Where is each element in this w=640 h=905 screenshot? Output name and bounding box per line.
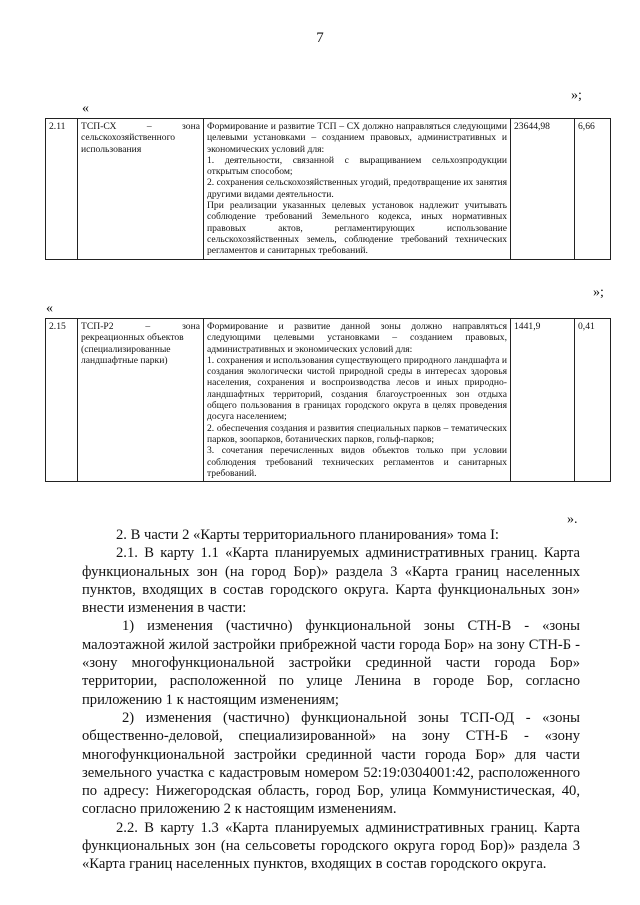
zone-name-cell [78, 319, 204, 482]
zone-name-cell [78, 119, 204, 260]
page-number: 7 [316, 30, 324, 46]
closing-quote-2: »; [593, 285, 604, 300]
description-paragraph: 2. обеспечения создания и развития специальных парков – тематических парков, зоопарков, ботанических парков, гольф-парков; [207, 422, 507, 445]
zone-word: зона [182, 321, 200, 332]
table-row [46, 319, 611, 482]
zone-table-tsp-r2 [45, 318, 611, 482]
body-text [82, 526, 580, 874]
row-number: 2.11 [46, 119, 78, 260]
zone-name-rest: сельскохозяйственного использования [81, 132, 176, 155]
description-paragraph: При реализации указанных целевых установок надлежит учитывать соблюдение требований Земельного кодекса, иных нормативных правовых актов, регламентирующих использование сельскохозяйственных земель, соблюдение требований технических регламентов и санитарных требований. [207, 200, 507, 257]
zone-dash: – [145, 321, 151, 332]
body-paragraph: 2.1. В карту 1.1 «Карта планируемых административных границ. Карта функциональных зон (на город Бор)» раздела 3 «Карта границ населенных пунктов, входящих в состав городского округа. Карта функциональных зон» внести изменения в части: [82, 545, 580, 617]
zone-code: ТСП-Р2 [81, 321, 114, 332]
description-paragraph: 1. деятельности, связанной с выращиванием сельхозпродукции открытым способом; [207, 154, 507, 178]
closing-quote-1: »; [571, 88, 582, 103]
zone-table-tsp-sx [45, 118, 611, 260]
zone-word: зона [182, 121, 200, 132]
zone-name-head [81, 121, 200, 132]
zone-name-head [81, 321, 200, 332]
zone-name-rest: рекреационных объектов (специализированные ландшафтные парки) [81, 332, 184, 366]
description-paragraph: 2. сохранения сельскохозяйственных угодий, предотвращение их занятия другими видами деятельности. [207, 177, 507, 200]
description-paragraph: Формирование и развитие ТСП – СХ должно направляться следующими целевыми установками – созданием правовых, административных и экономических условий для: [207, 121, 507, 155]
opening-quote-1: « [82, 101, 89, 116]
row-number: 2.15 [46, 319, 78, 482]
zone-area: 1441,9 [511, 319, 575, 482]
zone-area: 23644,98 [511, 119, 575, 260]
body-paragraph: 2. В части 2 «Карты территориального планирования» тома I: [116, 527, 499, 543]
zone-dash: – [146, 121, 152, 132]
zone-description [204, 319, 511, 482]
description-paragraph: 3. сочетания перечисленных видов объектов только при условии соблюдения требований технических регламентов и санитарных требований. [207, 445, 507, 479]
zone-percent: 6,66 [575, 119, 611, 260]
description-paragraph: Формирование и развитие данной зоны должно направляться следующими целевыми установками – созданием правовых, административных и экономических условий для: [207, 321, 507, 355]
opening-quote-2: « [46, 301, 53, 316]
body-paragraph: 1) изменения (частично) функциональной зоны СТН-В - «зоны малоэтажной жилой застройки прибрежной части города Бор» на зону СТН-Б - «зону многофункциональной застройки срединной части города Бор» территории, расположенной по улице Ленина в городе Бор, согласно приложению 1 к настоящим изменениям; [82, 618, 580, 708]
zone-percent: 0,41 [575, 319, 611, 482]
table-row [46, 119, 611, 260]
body-paragraph: 2) изменения (частично) функциональной зоны ТСП-ОД - «зоны общественно-деловой, специализированной» на зону СТН-Б - «зону многофункциональной застройки срединной части города Бор» для части земельного участка с кадастровым номером 52:19:0304001:42, расположенного по адресу: Нижегородская область, город Бор, улица Коммунистическая, 40, согласно приложению 2 к настоящим изменениям. [82, 709, 580, 818]
description-paragraph: 1. сохранения и использования существующего природного ландшафта и создания экологически чистой природной среды в интересах здоровья населения, сохранения и воспроизводства лесов и иных природно-ландшафтных территорий, создания благоустроенных зон отдыха общего пользования в границах городского округа в целях проведения досуга населением; [207, 354, 507, 423]
zone-description [204, 119, 511, 260]
zone-code: ТСП-СХ [81, 121, 117, 132]
closing-quote-3: ». [567, 512, 578, 527]
body-paragraph: 2.2. В карту 1.3 «Карта планируемых административных границ. Карта функциональных зон (на сельсоветы городского округа город Бор)» раздела 3 «Карта границ населенных пунктов, входящих в состав городского округа. [82, 819, 580, 873]
